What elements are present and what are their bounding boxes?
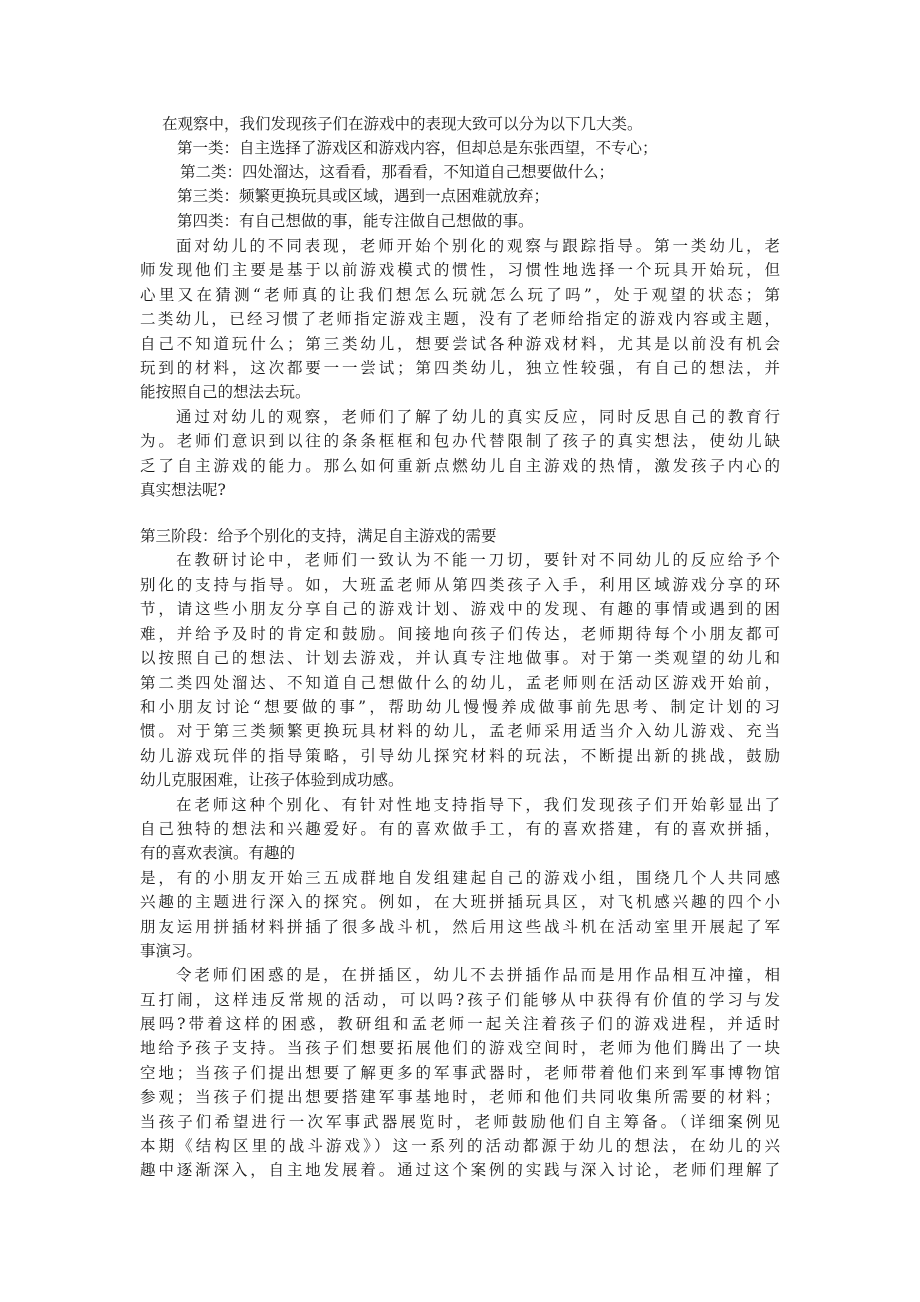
text-line: 真实想法呢?	[140, 481, 226, 499]
text-line: 幼儿游戏玩伴的指导策略，引导幼儿探究材料的玩法，不断提出新的挑战，鼓励	[140, 747, 780, 765]
text-line: 第二类：四处溜达，这看看，那看看，不知道自己想要做什么；	[180, 163, 615, 181]
text-line: 心里又在猜测“老师真的让我们想怎么玩就怎么玩了吗”，处于观望的状态；第	[140, 286, 780, 304]
text-line: 以按照自己的想法、计划去游戏，并认真专注地做事。对于第一类观望的幼儿和	[140, 649, 780, 667]
text-line: 第三类：频繁更换玩具或区域，遇到一点困难就放弃；	[177, 187, 550, 205]
text-line: 朋友运用拼插材料拼插了很多战斗机，然后用这些战斗机在活动室里开展起了军	[140, 918, 780, 936]
text-line: 和小朋友讨论“想要做的事”，帮助幼儿慢慢养成做事前先思考、制定计划的习	[140, 698, 780, 716]
text-line: 玩到的材料，这次都要一一尝试；第四类幼儿，独立性较强，有自己的想法，并	[140, 359, 780, 377]
text-line: 节，请这些小朋友分享自己的游戏计划、游戏中的发现、有趣的事情或遇到的困	[140, 600, 780, 618]
text-line: 互打闹，这样违反常规的活动，可以吗?孩子们能够从中获得有价值的学习与发	[140, 991, 780, 1009]
text-line: 第二类四处溜达、不知道自己想做什么的幼儿，孟老师则在活动区游戏开始前，	[140, 674, 780, 692]
text-line: 幼儿克服困难，让孩子体验到成功感。	[140, 771, 404, 789]
text-line: 展吗?带着这样的困惑，教研组和孟老师一起关注着孩子们的游戏进程，并适时	[140, 1015, 780, 1033]
text-line: 难，并给予及时的肯定和鼓励。间接地向孩子们传达，老师期待每个小朋友都可	[140, 625, 780, 643]
text-line: 二类幼儿，已经习惯了老师指定游戏主题，没有了老师给指定的游戏内容或主题，	[140, 310, 780, 328]
text-line: 自己不知道玩什么；第三类幼儿，想要尝试各种游戏材料，尤其是以前没有机会	[140, 335, 780, 353]
text-line: 第一类：自主选择了游戏区和游戏内容，但却总是东张西望，不专心；	[177, 139, 658, 157]
text-line: 能按照自己的想法去玩。	[140, 383, 311, 401]
text-line: 空地；当孩子们提出想要了解更多的军事武器时，老师带着他们来到军事博物馆	[140, 1064, 780, 1082]
text-line: 是，有的小朋友开始三五成群地自发组建起自己的游戏小组，围绕几个人共同感	[140, 869, 780, 887]
text-line: 令老师们困惑的是，在拼插区，幼儿不去拼插作品而是用作品相互冲撞，相	[176, 966, 780, 984]
text-line: 在教研讨论中，老师们一致认为不能一刀切，要针对不同幼儿的反应给予个	[176, 551, 780, 569]
text-line: 参观；当孩子们提出想要搭建军事基地时，老师和他们共同收集所需要的材料；	[140, 1088, 780, 1106]
text-line: 师发现他们主要是基于以前游戏模式的惯性，习惯性地选择一个玩具开始玩，但	[140, 261, 780, 279]
text-line: 通过对幼儿的观察，老师们了解了幼儿的真实反应，同时反思自己的教育行	[176, 408, 780, 426]
text-line: 当孩子们希望进行一次军事武器展览时，老师鼓励他们自主筹备。（详细案例见	[140, 1113, 780, 1131]
text-line: 别化的支持与指导。如，大班孟老师从第四类孩子入手，利用区域游戏分享的环	[140, 576, 780, 594]
text-line: 趣中逐渐深入，自主地发展着。通过这个案例的实践与深入讨论，老师们理解了	[140, 1161, 780, 1179]
text-line: 惯。对于第三类频繁更换玩具材料的幼儿，孟老师采用适当介入幼儿游戏、充当	[140, 722, 780, 740]
text-line: 兴趣的主题进行深入的探究。例如，在大班拼插玩具区，对飞机感兴趣的四个小	[140, 893, 780, 911]
text-line: 面对幼儿的不同表现，老师开始个别化的观察与跟踪指导。第一类幼儿，老	[176, 237, 780, 255]
text-line: 在老师这种个别化、有针对性地支持指导下，我们发现孩子们开始彰显出了	[176, 796, 780, 814]
text-line: 自己独特的想法和兴趣爱好。有的喜欢做手工，有的喜欢搭建，有的喜欢拼插，	[140, 820, 780, 838]
text-line: 在观察中，我们发现孩子们在游戏中的表现大致可以分为以下几大类。	[162, 115, 643, 133]
text-line: 有的喜欢表演。有趣的	[140, 844, 296, 862]
text-line: 为。老师们意识到以往的条条框框和包办代替限制了孩子的真实想法，使幼儿缺	[140, 432, 780, 450]
text-line: 第四类：有自己想做的事，能专注做自己想做的事。	[177, 212, 534, 230]
text-line: 乏了自主游戏的能力。那么如何重新点燃幼儿自主游戏的热情，激发孩子内心的	[140, 457, 780, 475]
text-line: 事演习。	[140, 942, 203, 960]
text-line: 本期《结构区里的战斗游戏》）这一系列的活动都源于幼儿的想法，在幼儿的兴	[140, 1137, 780, 1155]
text-line: 地给予孩子支持。当孩子们想要拓展他们的游戏空间时，老师为他们腾出了一块	[140, 1039, 780, 1057]
text-line: 第三阶段：给予个别化的支持，满足自主游戏的需要	[140, 527, 497, 545]
